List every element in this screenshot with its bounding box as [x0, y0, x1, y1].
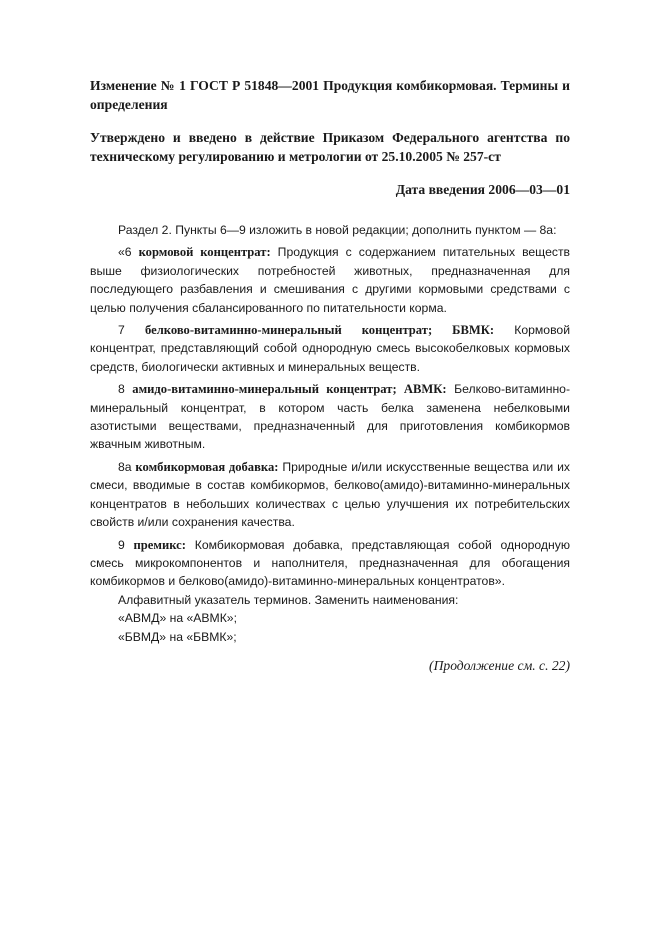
effective-date: Дата введения 2006—03—01 — [395, 182, 570, 197]
document-title: Изменение № 1 ГОСТ Р 51848—2001 Продукция комбикормовая. Термины и определения — [90, 78, 570, 112]
approval-statement: Утверждено и введено в действие Приказом Федерального агентства по техническому регулированию и метрологии от 25.10.2005 № 257-ст — [90, 130, 570, 164]
term-item-9 — [90, 536, 570, 591]
term-definition: Комбикормовая добавка, представляющая собой однородную смесь микрокомпонентов и наполнителя, предназначенная для обогащения комбикормов и белково(амидо)-витаминно-минеральных концентратов». — [90, 537, 570, 589]
term-item-7 — [90, 321, 570, 376]
term-definition: Белково-витаминно-минеральный концентрат, в котором часть белка заменена небелковыми азотистыми веществами, предназначенный для приготовления комбикормов жвачным животным. — [90, 382, 571, 452]
item-prefix: «6 — [118, 245, 139, 260]
continuation-note: (Продолжение см. с. 22) — [429, 657, 570, 673]
term-name: амидо-витаминно-минеральный концентрат; АВМК: — [132, 382, 447, 397]
index-intro: Алфавитный указатель терминов. Заменить наименования: — [118, 592, 459, 607]
term-definition: Природные и/или искусственные вещества или их смеси, вводимые в состав комбикормов, белково(амидо)-витаминно-минеральных концентратов в небольших количествах с целью улучшения их потребительских свойств и/или сохранения качества. — [90, 459, 570, 530]
term-definition: Продукция с содержанием питательных веществ выше физиологических потребностей животных, предназначенная для последующего разбавления и смешивания с другими кормовыми средствами с целью получения сбалансированного по питательности корма. — [90, 245, 570, 315]
item-prefix: 7 — [118, 323, 145, 338]
amendment-body — [90, 221, 570, 646]
term-name: премикс: — [133, 537, 186, 552]
intro-paragraph: Раздел 2. Пункты 6—9 изложить в новой редакции; дополнить пунктом — 8а: — [118, 223, 557, 237]
item-prefix: 8 — [118, 382, 133, 397]
term-item-8 — [90, 380, 570, 454]
term-item-8a — [90, 458, 570, 532]
item-prefix: 9 — [118, 537, 134, 552]
term-name: белково-витаминно-минеральный концентрат; БВМК: — [144, 323, 495, 338]
term-definition: Кормовой концентрат, представляющий собой однородную смесь высокобелковых кормовых средств, биологически активных и минеральных веществ. — [90, 323, 571, 374]
term-name: комбикормовая добавка: — [135, 459, 279, 474]
replacement-line: «АВМД» на «АВМК»; — [118, 611, 237, 626]
term-name: кормовой концентрат: — [138, 245, 271, 260]
document-page — [90, 76, 570, 674]
item-prefix: 8а — [118, 459, 136, 474]
term-item-6 — [90, 243, 570, 317]
replacement-line: «БВМД» на «БВМК»; — [118, 629, 237, 644]
